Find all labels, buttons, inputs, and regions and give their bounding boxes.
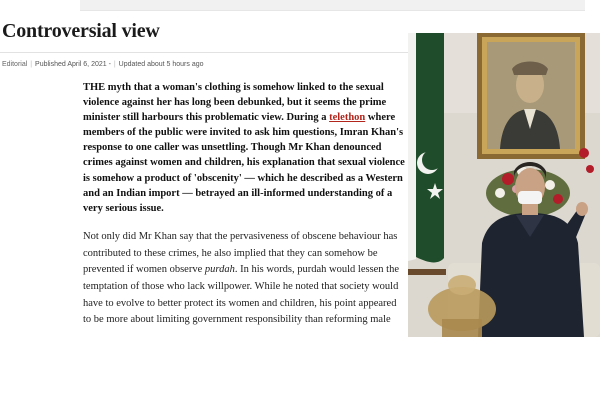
telethon-link[interactable]: telethon bbox=[329, 112, 366, 124]
framed-portrait bbox=[477, 33, 585, 159]
lead-text-2: where members of the public were invited to ask him questions, Imran Khan's response to one caller was unsettling. Though Mr Khan denounced crimes against women and children, his explanation that sexual violence is somehow a product of 'obscenity' — which he described as a Western and an Indian import — betrayed an ill-informed understanding of a very serious issue. bbox=[83, 112, 405, 214]
updated-time: Updated about 5 hours ago bbox=[118, 61, 204, 68]
side-table bbox=[408, 269, 446, 275]
page-bottom-space bbox=[0, 337, 600, 400]
published-date: Published April 6, 2021 - bbox=[35, 61, 111, 68]
article-photo bbox=[408, 33, 600, 337]
page-title: Controversial view bbox=[2, 20, 160, 42]
article-body bbox=[83, 80, 405, 329]
photo-illustration bbox=[408, 33, 600, 337]
meta-separator-2: | bbox=[113, 61, 116, 68]
title-divider bbox=[0, 52, 408, 53]
lead-text-1: THE myth that a woman's clothing is somehow linked to the sexual violence against her has long been debunked, but it seems the prime minister still harbours this problematic view. During a bbox=[83, 82, 387, 124]
body-text-2: . In his words, purdah would lessen the temptation of those who lack willpower. While he noted that society would have to evolve to better protect its women and children, his point appeared to be more about limiting government responsibility than reforming male bbox=[83, 264, 400, 326]
purdah-emphasis: purdah bbox=[204, 264, 235, 276]
flag bbox=[408, 33, 444, 262]
body-paragraph bbox=[83, 229, 405, 329]
article-meta bbox=[2, 61, 204, 68]
body-text-1: Not only did Mr Khan say that the pervasiveness of obscene behaviour has contributed to these crimes, he also implied that they can somehow be prevented if women observe bbox=[83, 230, 398, 276]
category-link[interactable]: Editorial bbox=[2, 61, 28, 68]
top-bar bbox=[80, 0, 585, 11]
lead-paragraph bbox=[83, 80, 405, 216]
meta-separator: | bbox=[30, 61, 33, 68]
